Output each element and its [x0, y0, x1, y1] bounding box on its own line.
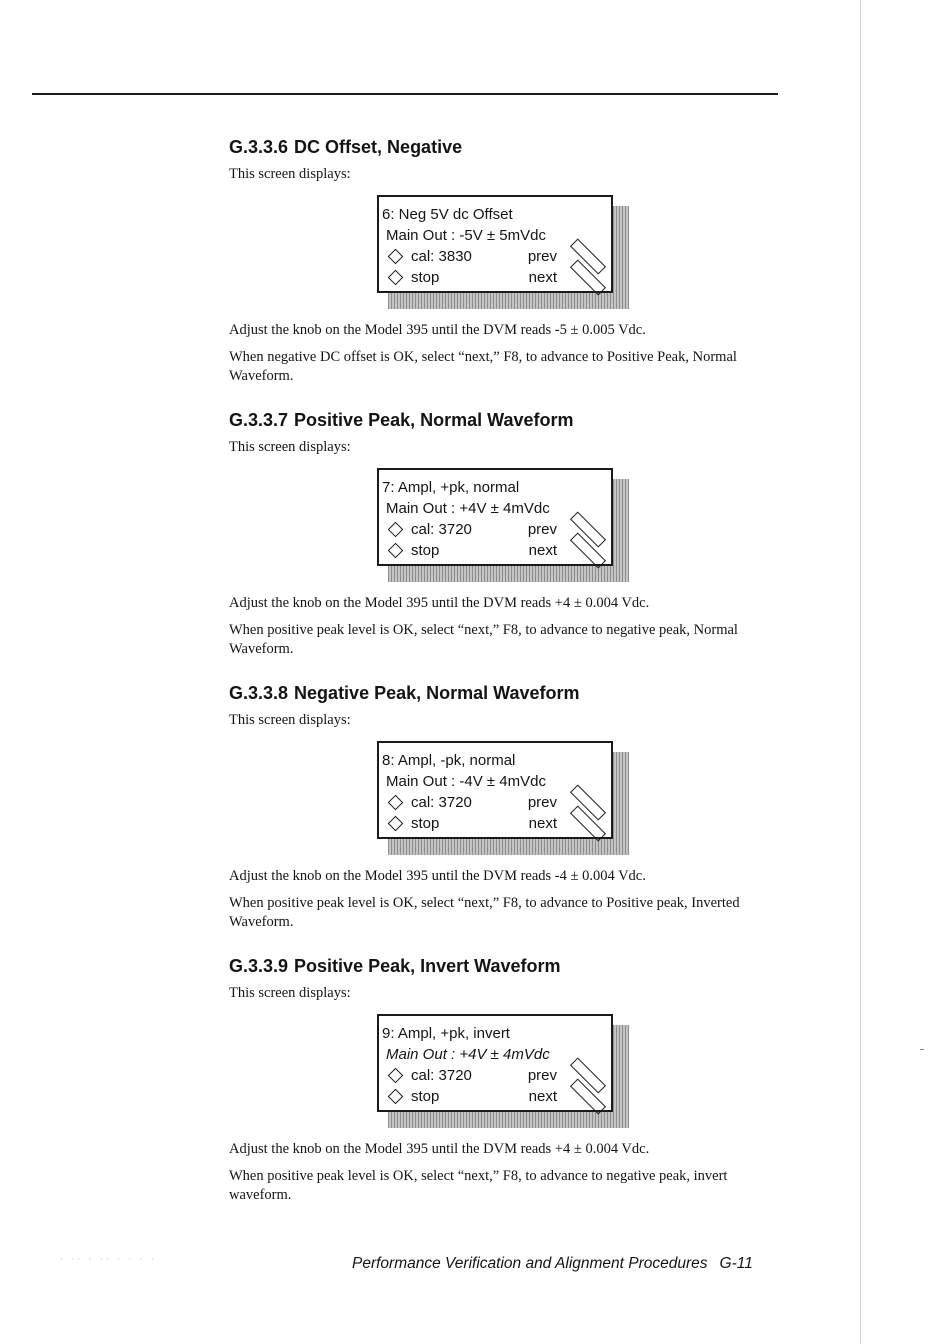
screen-title: 9: Ampl, +pk, invert [382, 1025, 510, 1042]
screen-row-stop [386, 540, 611, 561]
screen-cal: cal: 3720 [411, 1067, 472, 1084]
section-positive-peak-normal [229, 409, 789, 659]
screen-cal: cal: 3720 [411, 521, 472, 538]
next-paragraph: When negative DC offset is OK, select “next,” F8, to advance to Positive Peak, Normal Waveform. [229, 349, 737, 384]
intro-text: This screen displays: [229, 439, 351, 455]
screen-row-stop [386, 813, 611, 834]
section-number: G.3.3.7 [229, 410, 289, 430]
softkey-diamond-icon [388, 270, 404, 286]
screen-prev: prev [527, 794, 557, 811]
adjust-paragraph: Adjust the knob on the Model 395 until the DVM reads +4 ± 0.004 Vdc. [229, 595, 650, 611]
screen-cal: cal: 3830 [411, 248, 472, 265]
section-positive-peak-invert [229, 955, 789, 1205]
adjust-paragraph: Adjust the knob on the Model 395 until the DVM reads -5 ± 0.005 Vdc. [229, 322, 646, 338]
screen-title: 6: Neg 5V dc Offset [382, 206, 513, 223]
next-paragraph: When positive peak level is OK, select “next,” F8, to advance to negative peak, invert waveform. [229, 1168, 728, 1203]
scan-mark [920, 1049, 924, 1050]
softkey-diamond-icon [388, 795, 404, 811]
screen-next: next [528, 815, 557, 832]
section-title: Negative Peak, Normal Waveform [294, 683, 580, 703]
lcd-screen [377, 195, 613, 293]
section-heading [229, 955, 789, 977]
softkey-diamond-icon [388, 543, 404, 559]
screen-title: 8: Ampl, -pk, normal [382, 752, 516, 769]
section-number: G.3.3.6 [229, 137, 289, 157]
section-heading [229, 682, 789, 704]
screen-stop: stop [411, 1088, 440, 1105]
screen-prev: prev [527, 1067, 557, 1084]
softkey-diamond-icon [388, 249, 404, 265]
footer-title: Performance Verification and Alignment Procedures [352, 1255, 708, 1272]
section-dc-offset-negative [229, 136, 789, 386]
intro-text: This screen displays: [229, 166, 351, 182]
lcd-screen [377, 468, 613, 566]
softkey-diamond-icon [388, 1089, 404, 1105]
lcd-screen-figure [377, 195, 629, 309]
screen-stop: stop [411, 542, 440, 559]
top-rule [32, 93, 778, 95]
softkey-diamond-icon [388, 1068, 404, 1084]
page-footer [352, 1255, 753, 1273]
screen-main-out: Main Out : -5V ± 5mVdc [386, 227, 546, 244]
page-edge-line [860, 0, 861, 1344]
adjust-paragraph: Adjust the knob on the Model 395 until the DVM reads -4 ± 0.004 Vdc. [229, 868, 646, 884]
section-number: G.3.3.8 [229, 683, 289, 703]
screen-next: next [528, 1088, 557, 1105]
intro-text: This screen displays: [229, 712, 351, 728]
screen-prev: prev [527, 521, 557, 538]
screen-main-out: Main Out : -4V ± 4mVdc [386, 773, 546, 790]
screen-row-stop [386, 267, 611, 288]
intro-text: This screen displays: [229, 985, 351, 1001]
softkey-diamond-icon [388, 522, 404, 538]
softkey-diamond-icon [388, 816, 404, 832]
section-title: DC Offset, Negative [294, 137, 463, 157]
adjust-paragraph: Adjust the knob on the Model 395 until the DVM reads +4 ± 0.004 Vdc. [229, 1141, 650, 1157]
scan-specks: · ·· · ·· · · · · [60, 1254, 157, 1264]
screen-cal: cal: 3720 [411, 794, 472, 811]
section-heading [229, 136, 789, 158]
screen-stop: stop [411, 815, 440, 832]
lcd-screen [377, 1014, 613, 1112]
screen-stop: stop [411, 269, 440, 286]
section-title: Positive Peak, Normal Waveform [294, 410, 574, 430]
screen-next: next [528, 269, 557, 286]
screen-title: 7: Ampl, +pk, normal [382, 479, 520, 496]
screen-next: next [528, 542, 557, 559]
section-number: G.3.3.9 [229, 956, 289, 976]
section-negative-peak-normal [229, 682, 789, 932]
screen-prev: prev [527, 248, 557, 265]
screen-row-stop [386, 1086, 611, 1107]
lcd-screen [377, 741, 613, 839]
section-heading [229, 409, 789, 431]
section-title: Positive Peak, Invert Waveform [294, 956, 561, 976]
screen-main-out: Main Out : +4V ± 4mVdc [386, 1046, 550, 1063]
lcd-screen-figure [377, 468, 629, 582]
next-paragraph: When positive peak level is OK, select “next,” F8, to advance to Positive peak, Inverted Waveform. [229, 895, 740, 930]
page-number: G-11 [719, 1255, 753, 1272]
lcd-screen-figure [377, 1014, 629, 1128]
screen-main-out: Main Out : +4V ± 4mVdc [386, 500, 550, 517]
next-paragraph: When positive peak level is OK, select “next,” F8, to advance to negative peak, Normal Waveform. [229, 622, 738, 657]
lcd-screen-figure [377, 741, 629, 855]
